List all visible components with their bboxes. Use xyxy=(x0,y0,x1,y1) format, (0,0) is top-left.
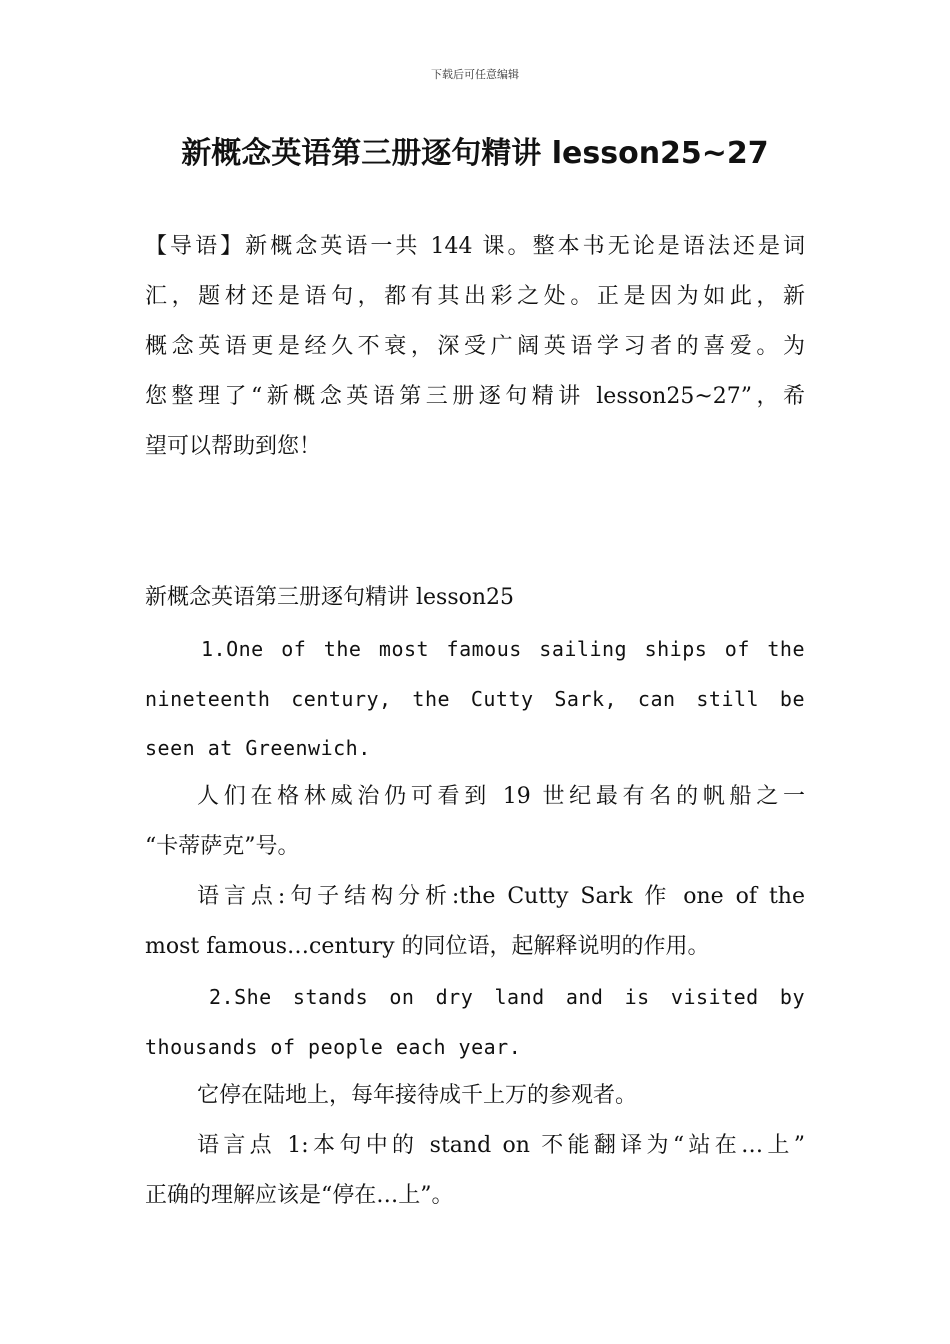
english-sentence-line: 1.One of the most famous sailing ships of the xyxy=(201,637,805,661)
language-note-line: 语言点:句子结构分析:the Cutty Sark 作 one of the xyxy=(197,884,805,909)
document-title: 新概念英语第三册逐句精讲 lesson25~27 xyxy=(181,136,769,171)
intro-line: 【导语】新概念英语一共 144 课。整本书无论是语法还是词 xyxy=(145,234,805,259)
page-header: 下载后可任意编辑 xyxy=(431,68,519,81)
english-sentence-line: nineteenth century, the Cutty Sark, can still be xyxy=(145,687,805,711)
intro-line: 概念英语更是经久不衰，深受广阔英语学习者的喜爱。为 xyxy=(145,334,805,359)
english-sentence-line: thousands of people each year. xyxy=(145,1035,522,1059)
english-sentence-line: 2.She stands on dry land and is visited by xyxy=(209,985,805,1009)
intro-line: 望可以帮助到您！ xyxy=(145,434,322,459)
language-note-line: 正确的理解应该是“停在…上”。 xyxy=(145,1183,454,1208)
chinese-translation-line: “卡蒂萨克”号。 xyxy=(145,834,300,859)
chinese-translation-line: 人们在格林威治仍可看到 19 世纪最有名的帆船之一 xyxy=(197,784,805,809)
language-note-line: most famous…century 的同位语，起解释说明的作用。 xyxy=(145,934,710,959)
section-heading: 新概念英语第三册逐句精讲 lesson25 xyxy=(145,585,515,610)
english-sentence-line: seen at Greenwich. xyxy=(145,736,371,760)
intro-line: 您整理了“新概念英语第三册逐句精讲 lesson25~27”，希 xyxy=(145,384,805,409)
language-note-line: 语言点 1:本句中的 stand on 不能翻译为“站在…上” xyxy=(197,1133,805,1158)
chinese-translation-line: 它停在陆地上，每年接待成千上万的参观者。 xyxy=(197,1083,638,1108)
intro-line: 汇，题材还是语句，都有其出彩之处。正是因为如此，新 xyxy=(145,284,805,309)
